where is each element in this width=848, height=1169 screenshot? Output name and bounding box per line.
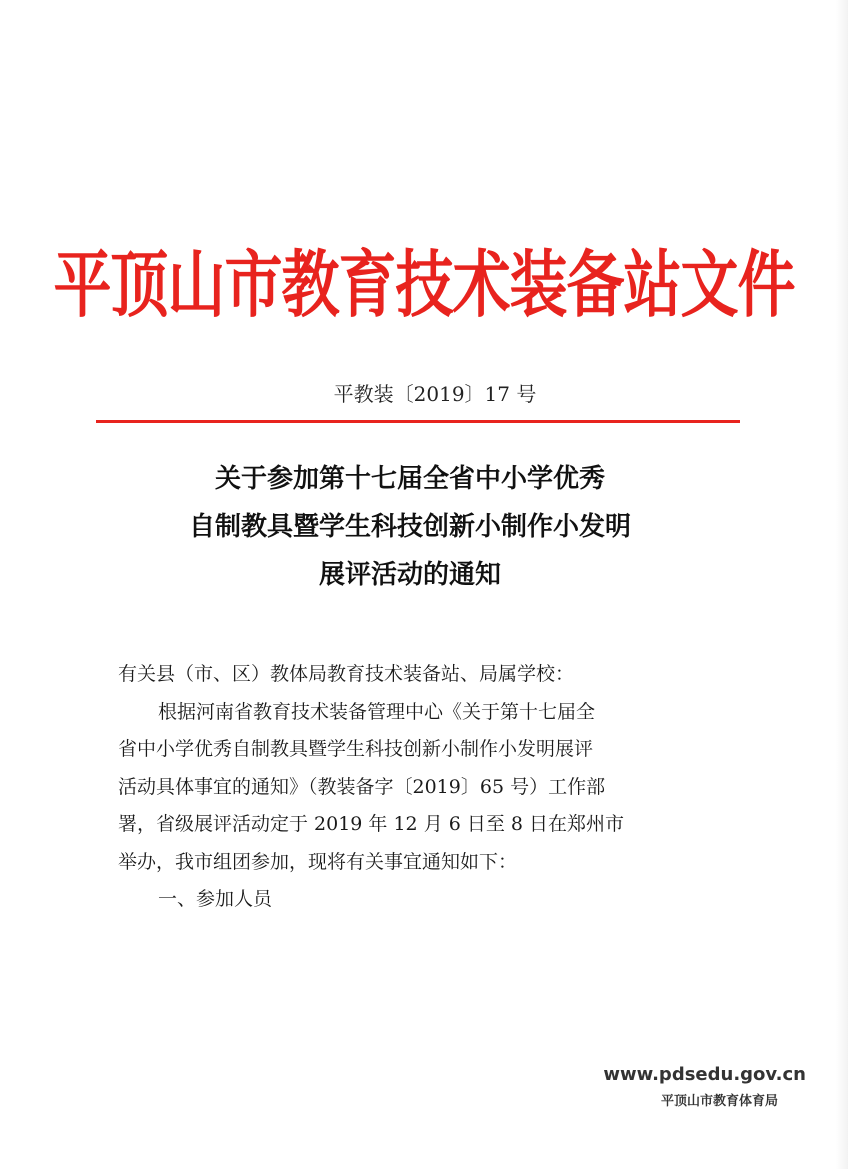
section-heading: 一、参加人员: [158, 888, 273, 910]
notice-body: [118, 656, 678, 919]
subject-line-3: 展评活动的通知: [318, 560, 501, 590]
header-red-rule: [96, 420, 740, 423]
scan-page-edge: [836, 0, 848, 1169]
paragraph-line-1: 根据河南省教育技术装备管理中心《关于第十七届全: [158, 700, 596, 723]
subject-line-2: 自制教具暨学生科技创新小制作小发明: [188, 512, 631, 542]
paragraph-line-2: 省中小学优秀自制教具暨学生科技创新小制作小发明展评: [118, 738, 594, 760]
watermark-url: www.pdsedu.gov.cn: [603, 1064, 806, 1085]
salutation: 有关县（市、区）教体局教育技术装备站、局属学校：: [118, 663, 575, 685]
document-number: 平教装〔2019〕17 号: [333, 382, 537, 406]
subject-line-1: 关于参加第十七届全省中小学优秀: [214, 464, 605, 494]
watermark-org: 平顶山市教育体育局: [660, 1094, 778, 1109]
paragraph-line-4: 署，省级展评活动定于 2019 年 12 月 6 日至 8 日在郑州市: [118, 813, 625, 835]
document-header-title: 平顶山市教育技术装备站文件: [53, 242, 795, 328]
paragraph-line-5: 举办，我市组团参加，现将有关事宜通知如下：: [118, 850, 518, 873]
paragraph-line-3: 活动具体事宜的通知》（教装备字〔2019〕65 号）工作部: [118, 775, 606, 798]
notice-subject: [0, 455, 820, 599]
